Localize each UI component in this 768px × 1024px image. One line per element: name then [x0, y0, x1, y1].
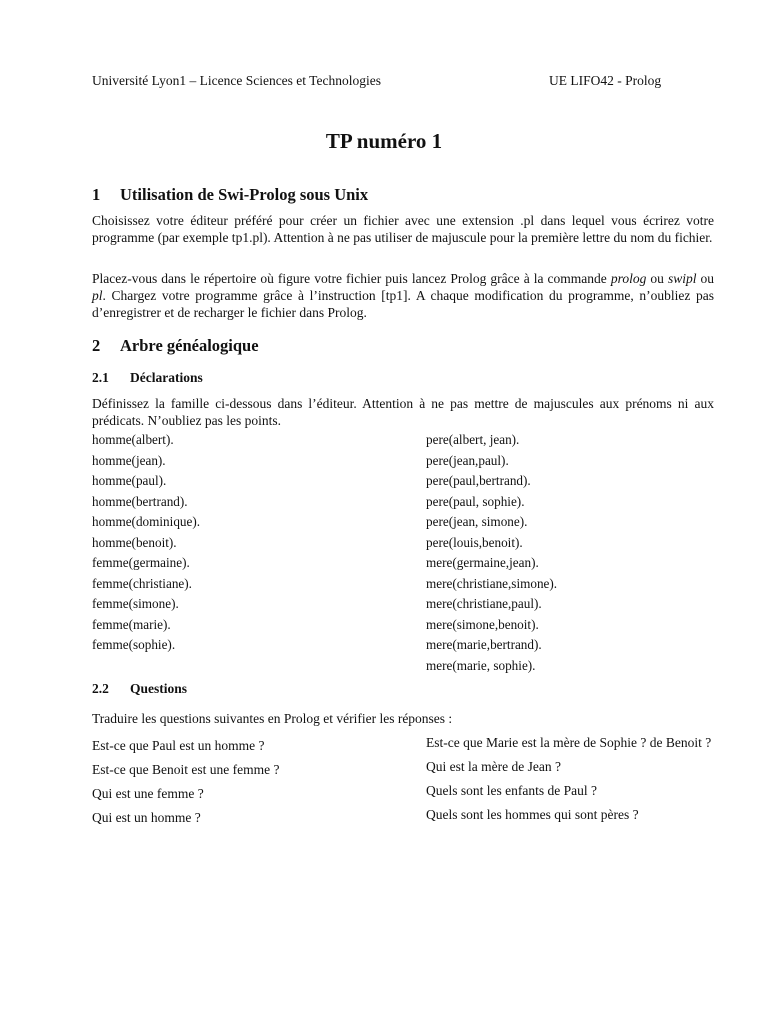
fact-line: mere(marie,bertrand).	[426, 637, 542, 652]
fact-line: mere(christiane,simone).	[426, 575, 558, 591]
fact-line: homme(jean).	[92, 452, 166, 468]
fact-line: mere(germaine,jean).	[426, 555, 539, 570]
subsection-2-2-number: 2.2	[92, 681, 109, 696]
header-course: UE LIFO42 - Prolog	[549, 73, 662, 88]
question-item: Quels sont les hommes qui sont pères ?	[426, 807, 639, 822]
fact-line: femme(germaine).	[92, 555, 190, 570]
fact-line: homme(bertrand).	[92, 493, 188, 509]
fact-line: pere(paul, sophie).	[426, 493, 525, 509]
section-1-paragraph-1: Choisissez votre éditeur préféré pour créer un fichier avec une extension .pl dans lequel vous écrirez votre programme (par exemple tp1.pl). Attention à ne pas utiliser de majuscule pour la première lettre du nom du fichier.	[92, 213, 714, 245]
p2-or-1: ou	[646, 271, 668, 286]
fact-line: pere(paul,bertrand).	[426, 473, 531, 488]
subsection-2-1-heading	[92, 370, 203, 386]
fact-line: homme(dominique).	[92, 514, 201, 529]
p2-text-b: . Chargez votre programme grâce à l’instruction [tp1]. A chaque modification du programme, n’oubliez pas d’enregistrer et de recharger le fichier dans Prolog.	[92, 288, 714, 320]
subsection-2-1-number: 2.1	[92, 370, 109, 385]
fact-line: mere(marie, sophie).	[426, 657, 536, 673]
section-1-paragraph-2	[92, 270, 714, 321]
facts-column-right	[426, 430, 557, 676]
fact-line: pere(albert, jean).	[426, 432, 520, 447]
page-title: TP numéro 1	[325, 129, 443, 153]
question-item: Qui est la mère de Jean ?	[426, 759, 561, 774]
subsection-2-1-title: Déclarations	[130, 370, 203, 385]
fact-line: mere(simone,benoit).	[426, 616, 539, 632]
section-2-heading	[92, 336, 259, 356]
fact-line: pere(jean,paul).	[426, 452, 509, 468]
question-item: Est-ce que Marie est la mère de Sophie ? de Benoit ?	[426, 735, 712, 750]
fact-line: mere(christiane,paul).	[426, 596, 542, 611]
section-1-number: 1	[92, 185, 101, 204]
question-item: Est-ce que Paul est un homme ?	[92, 738, 265, 753]
fact-line: homme(benoit).	[92, 534, 177, 550]
section-1-heading	[92, 185, 368, 205]
question-item: Qui est un homme ?	[92, 810, 201, 825]
cmd-swipl: swipl	[667, 271, 697, 286]
questions-intro: Traduire les questions suivantes en Prolog et vérifier les réponses :	[92, 711, 453, 726]
p2-or-2: ou	[696, 271, 715, 286]
fact-line: femme(simone).	[92, 596, 179, 611]
subsection-2-2-heading	[92, 681, 187, 697]
fact-line: homme(albert).	[92, 432, 174, 447]
section-1-title: Utilisation de Swi-Prolog sous Unix	[120, 185, 369, 204]
fact-line: femme(christiane).	[92, 575, 192, 591]
cmd-pl: pl	[92, 288, 103, 303]
fact-line: femme(sophie).	[92, 637, 176, 652]
p2-text-a: Placez-vous dans le répertoire où figure votre fichier puis lancez Prolog grâce à la commande	[92, 271, 611, 286]
fact-line: femme(marie).	[92, 616, 171, 632]
fact-line: pere(jean, simone).	[426, 514, 528, 529]
question-item: Qui est une femme ?	[92, 786, 204, 801]
question-item: Quels sont les enfants de Paul ?	[426, 783, 597, 798]
questions-column-left	[92, 734, 392, 830]
subsection-2-2-title: Questions	[130, 681, 188, 696]
questions-column-right	[426, 734, 716, 830]
fact-line: homme(paul).	[92, 473, 167, 488]
fact-line: pere(louis,benoit).	[426, 534, 523, 550]
header-university: Université Lyon1 – Licence Sciences et Technologies	[92, 73, 381, 88]
section-2-title: Arbre généalogique	[120, 336, 259, 355]
section-2-number: 2	[92, 336, 101, 355]
declarations-intro: Définissez la famille ci-dessous dans l’éditeur. Attention à ne pas mettre de majuscules aux prénoms ni aux prédicats. N’oubliez pas les points.	[92, 396, 714, 428]
question-item: Est-ce que Benoit est une femme ?	[92, 762, 280, 777]
facts-column-left	[92, 430, 200, 656]
cmd-prolog: prolog	[610, 271, 647, 286]
